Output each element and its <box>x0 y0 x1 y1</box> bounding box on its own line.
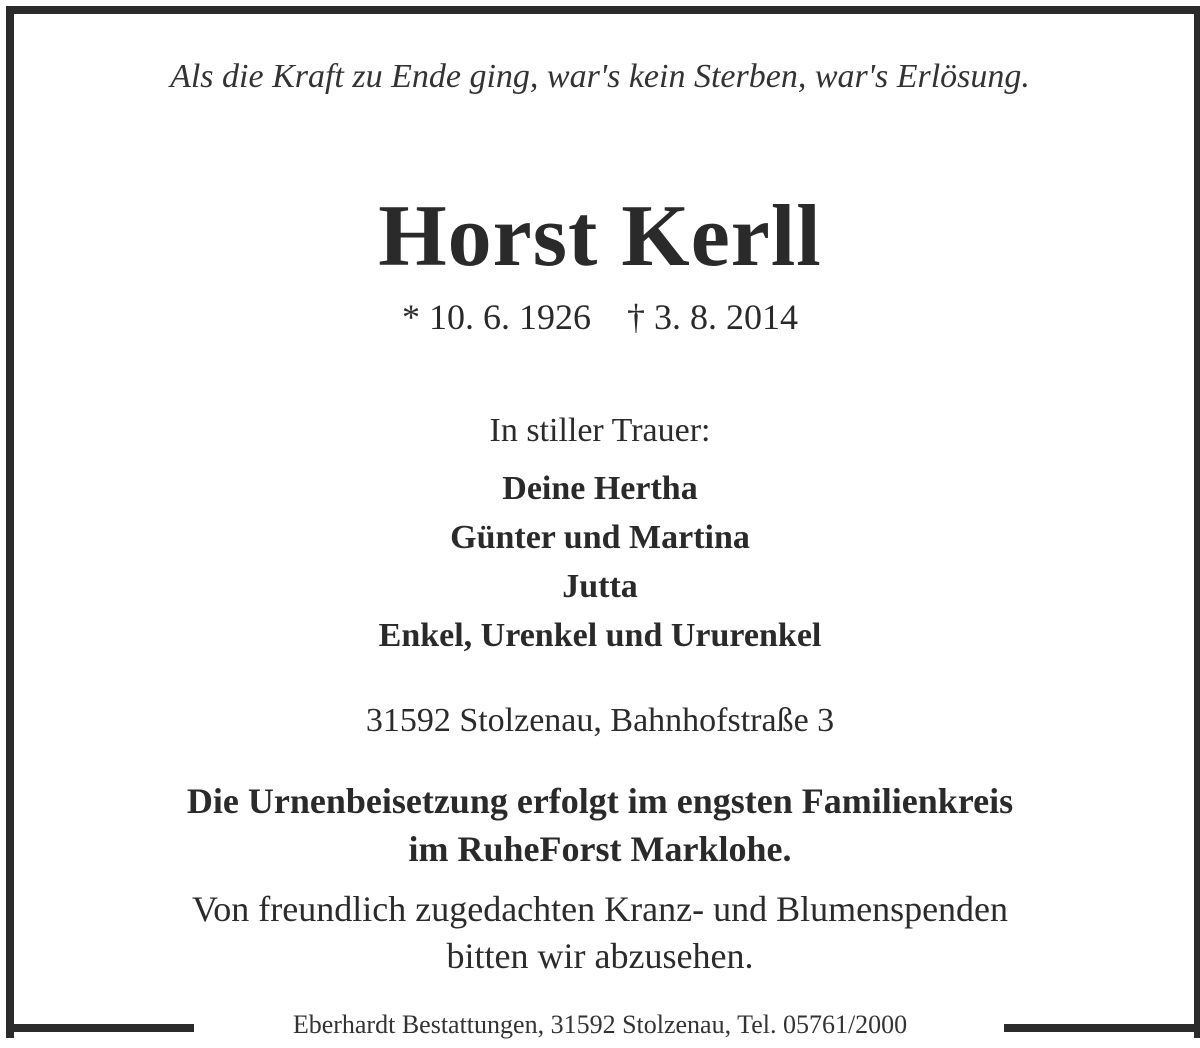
family-address: 31592 Stolzenau, Bahnhofstraße 3 <box>365 702 835 739</box>
death-date: † 3. 8. 2014 <box>627 297 798 337</box>
mourner-line: Jutta <box>562 568 638 605</box>
mourner-line: Deine Hertha <box>502 470 698 507</box>
deceased-name: Horst Kerll <box>378 188 822 285</box>
mourning-heading: In stiller Trauer: <box>489 412 711 449</box>
mourner-line: Günter und Martina <box>450 519 750 556</box>
funeral-home-footer: Eberhardt Bestattungen, 31592 Stolzenau, Tel. 05761/2000 <box>292 1010 908 1039</box>
mourner-line: Enkel, Urenkel und Ururenkel <box>378 617 822 654</box>
burial-notice-line: Die Urnenbeisetzung erfolgt im engsten Familienkreis <box>186 781 1014 821</box>
burial-notice-line: im RuheForst Marklohe. <box>408 829 792 869</box>
donation-request-line: Von freundlich zugedachten Kranz- und Blumenspenden <box>191 889 1009 929</box>
birth-date: * 10. 6. 1926 <box>402 297 591 337</box>
life-dates <box>0 296 1200 338</box>
donation-request-line: bitten wir abzusehen. <box>446 936 754 976</box>
motto: Als die Kraft zu Ende ging, war's kein Sterben, war's Erlösung. <box>170 58 1030 95</box>
